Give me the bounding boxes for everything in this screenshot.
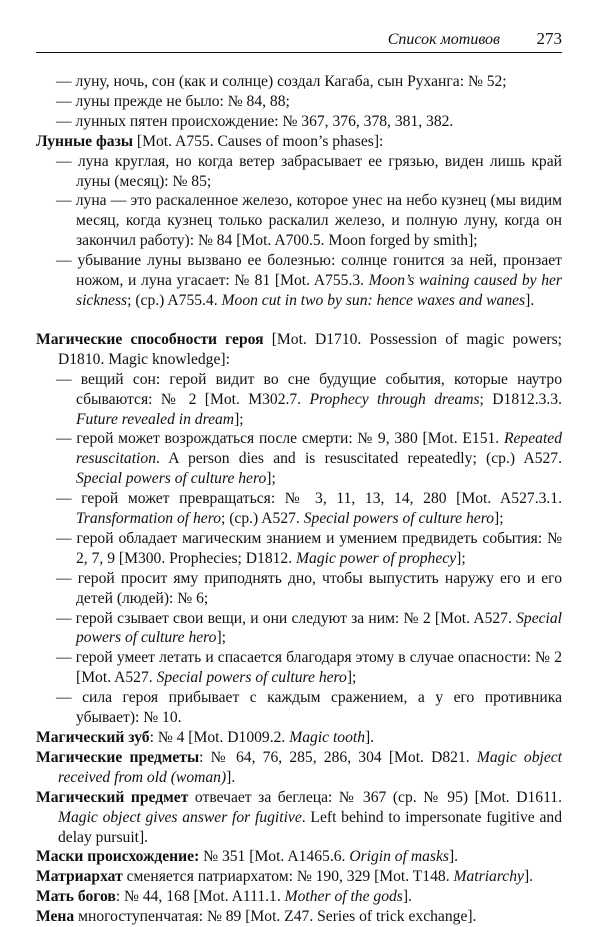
text-segment: [Mot. D1710. Possession of magic powers; D1810. Magic knowledge]: xyxy=(58,330,562,368)
text-segment: сменяется патриархатом: № 190, 329 [Mot. T148. xyxy=(122,868,454,886)
text-segment: № 351 [Mot. A1465.6. xyxy=(199,848,350,866)
motif-subentry xyxy=(36,569,562,609)
motif-title-italic: Special powers of culture hero xyxy=(76,470,267,488)
text-segment: — герой умеет летать и спасается благодаря этому в случае опасности: № 2 [Mot. A527. xyxy=(56,649,562,687)
motif-subentry xyxy=(36,688,562,728)
motif-subentry xyxy=(36,72,562,92)
motif-subentry xyxy=(36,429,562,489)
motif-title-italic: Matriarchy xyxy=(453,868,524,886)
motif-entry xyxy=(36,907,562,927)
text-segment: — луны прежде не было: № 84, 88; xyxy=(56,92,290,110)
text-segment: : № 64, 76, 285, 286, 304 [Mot. D821. xyxy=(199,748,477,766)
text-segment: — убывание луны вызвано ее болезнью: солнце гонится за ней, пронзает ножом, и луна угасает: № 81 [Mot. A755.3. xyxy=(56,252,562,290)
text-segment: — луна круглая, но когда ветер забрасывает ее грязью, виден лишь край луны (месяц): № 85; xyxy=(56,152,562,190)
motif-list xyxy=(36,72,562,927)
motif-subentry xyxy=(36,191,562,251)
text-segment: ]; xyxy=(216,629,227,647)
motif-title-italic: Origin of masks xyxy=(349,848,449,866)
text-segment: — герой может превращаться: № 3, 11, 13, 14, 280 [Mot. A527.3.1. xyxy=(56,490,562,508)
motif-heading: Магические предметы xyxy=(36,748,200,766)
motif-heading: Лунные фазы xyxy=(36,132,134,150)
motif-title-italic: Mother of the gods xyxy=(284,888,403,906)
motif-heading: Матриархат xyxy=(36,868,123,886)
motif-title-italic: Special powers of culture hero xyxy=(303,510,495,528)
motif-title-italic: Special powers of culture hero xyxy=(76,609,562,647)
motif-subentry xyxy=(36,152,562,192)
motif-title-italic: Prophecy through dreams xyxy=(309,390,480,408)
motif-subentry xyxy=(36,112,562,132)
motif-entry xyxy=(36,330,562,370)
motif-entry xyxy=(36,728,562,748)
motif-entry xyxy=(36,788,562,848)
text-segment: ; D1812.3.3. xyxy=(479,390,562,408)
text-segment: ]. xyxy=(365,729,375,746)
motif-title-italic: Future revealed in dream xyxy=(76,410,235,428)
motif-heading: Магический предмет xyxy=(36,788,189,806)
text-segment: ]; xyxy=(346,669,357,687)
motif-title-italic: Magic power of prophecy xyxy=(296,549,457,567)
text-segment: — луна — это раскаленное железо, которое унес на небо кузнец (мы видим месяц, когда кузнец только раскалил железо, и полную луну, когда он закончил работу): № 84 [Mot. A700.5. Moon forged by smith]; xyxy=(56,192,562,250)
motif-subentry xyxy=(36,370,562,430)
motif-subentry xyxy=(36,489,562,529)
motif-subentry xyxy=(36,609,562,649)
motif-heading: Магические способности героя xyxy=(36,330,264,348)
text-segment: ; (ср.) A527. xyxy=(221,510,304,528)
text-segment: — герой сзывает свои вещи, и они следуют за ним: № 2 [Mot. A527. xyxy=(56,609,517,627)
text-segment: . Left behind to impersonate fugitive and delay pursuit]. xyxy=(58,808,562,846)
motif-title-italic: Magic tooth xyxy=(289,729,366,746)
text-segment: ]. xyxy=(226,768,236,786)
motif-title-italic: Magic object received from old (woman) xyxy=(58,748,562,786)
motif-title-italic: Transformation of hero xyxy=(76,510,221,528)
text-segment: — вещий сон: герой видит во сне будущие события, которые наутро сбываются: № 2 [Mot. M302.7. xyxy=(56,370,562,408)
motif-title-italic: Moon cut in two by sun: hence waxes and wanes xyxy=(221,291,526,309)
text-segment: ]; xyxy=(456,549,466,567)
text-segment: : № 4 [Mot. D1009.2. xyxy=(149,729,290,746)
motif-subentry xyxy=(36,529,562,569)
text-segment: ]; xyxy=(494,510,504,528)
text-segment: ]; xyxy=(234,410,244,428)
motif-heading: Мать богов xyxy=(36,888,116,906)
text-segment: многоступенчатая: № 89 [Mot. Z47. Series of trick exchange]. xyxy=(74,908,477,926)
text-segment: — лунных пятен происхождение: № 367, 376, 378, 381, 382. xyxy=(56,112,454,130)
motif-subentry xyxy=(36,251,562,311)
text-segment: отвечает за беглеца: № 367 (ср. № 95) [Mot. D1611. xyxy=(188,788,562,806)
text-segment: ]. xyxy=(448,848,459,866)
text-segment: — герой обладает магическим знанием и умением предвидеть события: № 2, 7, 9 [M300. Prophecies; D1812. xyxy=(56,529,562,567)
motif-title-italic: Special powers of culture hero xyxy=(156,669,347,687)
motif-entry xyxy=(36,847,562,867)
text-segment: ]. xyxy=(525,291,535,309)
text-segment: [Mot. A755. Causes of moon’s phases]: xyxy=(133,132,384,150)
running-title: Список мотивов xyxy=(387,31,500,48)
motif-subentry xyxy=(36,648,562,688)
motif-entry xyxy=(36,887,562,907)
motif-title-italic: Moon’s waining caused by her sickness xyxy=(76,272,562,309)
text-segment: : № 44, 168 [Mot. A111.1. xyxy=(115,888,285,906)
text-segment: ]; xyxy=(266,470,276,488)
motif-heading: Магический зуб xyxy=(36,729,150,746)
motif-subentry xyxy=(36,92,562,112)
motif-heading: Мена xyxy=(36,908,75,926)
text-segment: — герой может возрождаться после смерти: № 9, 380 [Mot. E151. xyxy=(56,430,504,448)
text-segment: — сила героя прибывает с каждым сражением, а у его противника убывает): № 10. xyxy=(56,689,562,727)
text-segment: ]. xyxy=(402,888,412,906)
text-segment: ]. xyxy=(523,868,534,886)
text-segment: ; (ср.) A755.4. xyxy=(127,291,222,309)
text-segment: . A person dies and is resuscitated repeatedly; (ср.) A527. xyxy=(156,450,562,468)
text-segment: — герой просит яму приподнять дно, чтобы выпустить наружу его и его детей (людей): № 6; xyxy=(56,569,562,607)
text-segment: — луну, ночь, сон (как и солнце) создал Кагаба, сын Руханга: № 52; xyxy=(56,73,507,90)
motif-heading: Маски происхождение: xyxy=(36,848,200,866)
motif-entry xyxy=(36,748,562,788)
motif-title-italic: Repeated resuscitation xyxy=(76,430,562,468)
section-gap xyxy=(36,311,562,330)
motif-entry xyxy=(36,867,562,887)
motif-title-italic: Magic object gives answer for fugitive xyxy=(58,808,302,826)
motif-entry xyxy=(36,132,562,152)
page-header xyxy=(36,22,562,53)
page-number: 273 xyxy=(536,29,562,48)
